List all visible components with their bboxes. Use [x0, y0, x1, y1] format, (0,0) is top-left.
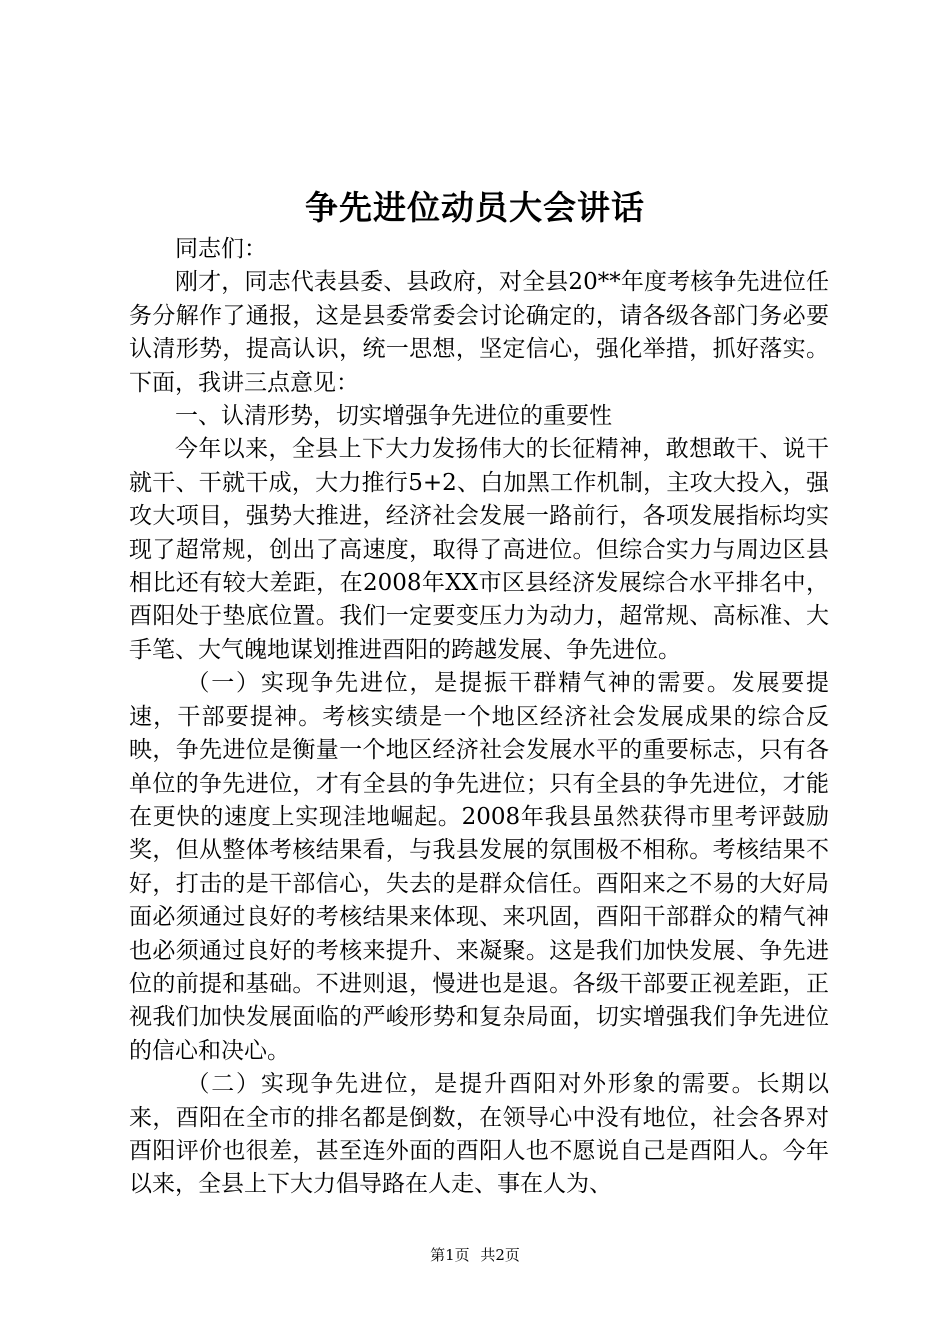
page-total: 共2页 [480, 1246, 520, 1264]
intro-paragraph: 刚才，同志代表县委、县政府，对全县20**年度考核争先进位任务分解作了通报，这是县委常委会讨论确定的，请各级各部门务必要认清形势，提高认识，统一思想，坚定信心，强化举措，抓好落实。下面，我讲三点意见： [129, 269, 829, 396]
section-heading-1: 一、认清形势，切实增强争先进位的重要性 [175, 403, 612, 430]
page-footer [0, 1245, 950, 1265]
page-number: 第1页 [430, 1246, 470, 1264]
document-title: 争先进位动员大会讲话 [305, 188, 645, 227]
subsection-paragraph-2: （二）实现争先进位，是提升酉阳对外形象的需要。长期以来，酉阳在全市的排名都是倒数，在领导心中没有地位，社会各界对酉阳评价也很差，甚至连外面的酉阳人也不愿说自己是酉阳人。今年以来，全县上下大力倡导路在人走、事在人为、 [129, 1071, 829, 1198]
document-body [129, 233, 829, 1202]
subsection-paragraph-1: （一）实现争先进位，是提振干群精气神的需要。发展要提速，干部要提神。考核实绩是一个地区经济社会发展成果的综合反映，争先进位是衡量一个地区经济社会发展水平的重要标志，只有各单位的争先进位，才有全县的争先进位；只有全县的争先进位，才能在更快的速度上实现洼地崛起。2008年我县虽然获得市里考评鼓励奖，但从整体考核结果看，与我县发展的氛围极不相称。考核结果不好，打击的是干部信心，失去的是群众信任。酉阳来之不易的大好局面必须通过良好的考核结果来体现、来巩固，酉阳干部群众的精气神也必须通过良好的考核来提升、来凝聚。这是我们加快发展、争先进位的前提和基础。不进则退，慢进也是退。各级干部要正视差距，正视我们加快发展面临的严峻形势和复杂局面，切实增强我们争先进位的信心和决心。 [129, 670, 829, 1064]
body-paragraph: 今年以来，全县上下大力发扬伟大的长征精神，敢想敢干、说干就干、干就干成，大力推行5+2、白加黑工作机制，主攻大投入，强攻大项目，强势大推进，经济社会发展一路前行，各项发展指标均实现了超常规，创出了高速度，取得了高进位。但综合实力与周边区县相比还有较大差距，在2008年XX市区县经济发展综合水平排名中，酉阳处于垫底位置。我们一定要变压力为动力，超常规、高标准、大手笔、大气魄地谋划推进酉阳的跨越发展、争先进位。 [129, 436, 829, 663]
salutation-paragraph: 同志们： [175, 236, 267, 262]
